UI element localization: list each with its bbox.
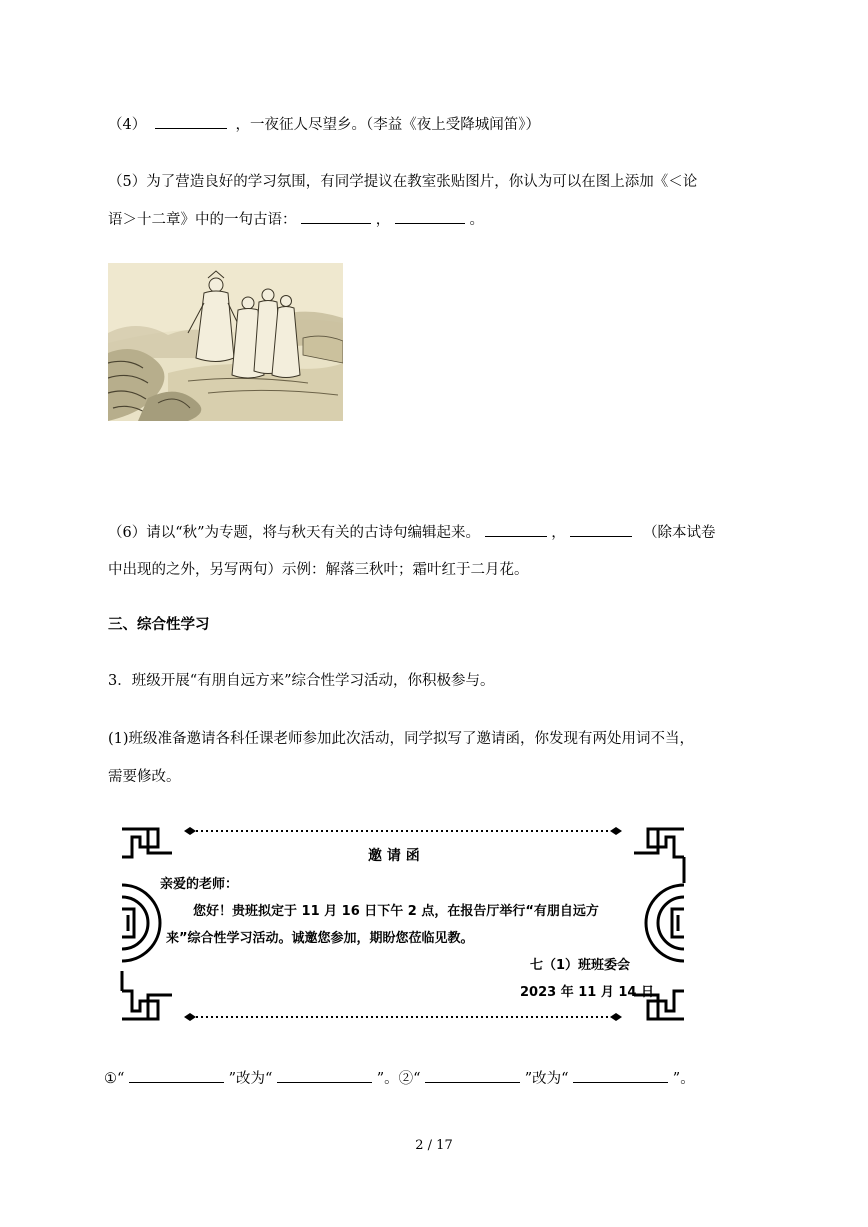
answer-2-revised-blank[interactable] bbox=[573, 1081, 668, 1083]
question-4-line bbox=[108, 113, 540, 134]
confucius-disciples-painting bbox=[108, 263, 343, 421]
question-5-blank-2[interactable] bbox=[395, 222, 465, 224]
section-heading: 三、综合性学习 bbox=[108, 617, 210, 633]
answer-2-change: ”改为“ bbox=[524, 1071, 569, 1087]
answer-1-change: ”改为“ bbox=[228, 1071, 273, 1087]
invitation-body-line2: 来”综合性学习活动。诚邀您参加，期盼您莅临见教。 bbox=[166, 931, 474, 946]
question-6-line1 bbox=[108, 521, 716, 542]
answer-1-original-blank[interactable] bbox=[129, 1081, 224, 1083]
question-5-blank-1[interactable] bbox=[301, 222, 371, 224]
page-number: 2 / 17 bbox=[415, 1138, 453, 1153]
question-4-text: ，一夜征人尽望乡。（李益《夜上受降城闻笛》） bbox=[235, 117, 540, 133]
question-6-text: （6）请以“秋”为专题，将与秋天有关的古诗句编辑起来。 bbox=[108, 525, 481, 541]
answer-2-original-blank[interactable] bbox=[425, 1081, 520, 1083]
question-5-comma: ， bbox=[375, 212, 391, 228]
question-3-sub1-line1: (1)班级准备邀请各科任课老师参加此次活动，同学拟写了邀请函，你发现有两处用词不当， bbox=[108, 731, 695, 747]
invitation-title: 邀 请 函 bbox=[368, 848, 420, 864]
question-5-period: 。 bbox=[469, 212, 484, 228]
question-5-line2 bbox=[108, 208, 484, 229]
question-6-blank-2[interactable] bbox=[570, 535, 632, 537]
invitation-signature: 七（1）班班委会 bbox=[530, 958, 631, 973]
invitation-date: 2023 年 11 月 14 日 bbox=[520, 985, 654, 1000]
answer-2-close: ”。 bbox=[672, 1071, 695, 1087]
question-3-sub1-line2: 需要修改。 bbox=[108, 769, 181, 785]
question-6-note: （除本试卷 bbox=[643, 525, 716, 541]
question-3-stem: 3．班级开展“有朋自远方来”综合性学习活动，你积极参与。 bbox=[108, 673, 495, 689]
question-4-blank[interactable] bbox=[155, 127, 227, 129]
question-4-number: （4） bbox=[108, 117, 147, 133]
question-6-comma: ， bbox=[551, 525, 566, 541]
question-5-text: 语＞十二章》中的一句古语： bbox=[108, 212, 297, 228]
answer-1-open: ①“ bbox=[104, 1071, 125, 1087]
invitation-card bbox=[118, 823, 688, 1023]
answer-2-open: ”。②“ bbox=[376, 1071, 421, 1087]
question-5-line1: （5）为了营造良好的学习氛围，有同学提议在教室张贴图片，你认为可以在图上添加《＜论 bbox=[108, 174, 698, 190]
answer-1-revised-blank[interactable] bbox=[277, 1081, 372, 1083]
question-6-line2: 中出现的之外，另写两句）示例：解落三秋叶；霜叶红于二月花。 bbox=[108, 562, 529, 578]
answer-line bbox=[104, 1067, 695, 1088]
invitation-salutation: 亲爱的老师： bbox=[160, 877, 239, 892]
question-6-blank-1[interactable] bbox=[485, 535, 547, 537]
invitation-body-line1: 您好！贵班拟定于 11 月 16 日下午 2 点，在报告厅举行“有朋自远方 bbox=[193, 904, 599, 919]
